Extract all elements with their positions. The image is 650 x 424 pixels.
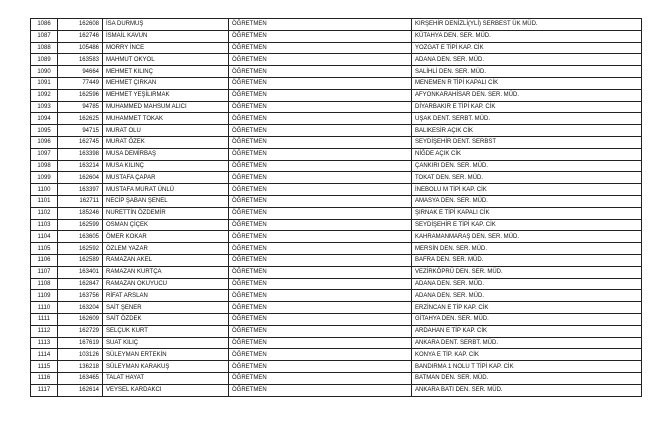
staff-title: ÖĞRETMEN <box>229 290 412 302</box>
staff-id: 167619 <box>58 337 103 349</box>
table-row <box>31 30 642 42</box>
staff-name: MUSTAFA MURAT ÜNLÜ <box>103 184 229 196</box>
row-number: 1094 <box>31 113 58 125</box>
table-row <box>31 195 642 207</box>
staff-title: ÖĞRETMEN <box>229 160 412 172</box>
table-row <box>31 325 642 337</box>
staff-id: 162746 <box>58 30 103 42</box>
assigned-institution: ERZİNCAN E TİP KAP. CİK <box>412 302 642 314</box>
table-row <box>31 302 642 314</box>
row-number: 1092 <box>31 89 58 101</box>
assigned-institution: SEYDİŞEHİR DENT. SERBST <box>412 136 642 148</box>
table-row <box>31 125 642 137</box>
staff-id: 163583 <box>58 54 103 66</box>
row-number: 1117 <box>31 384 58 396</box>
row-number: 1089 <box>31 54 58 66</box>
table-row <box>31 337 642 349</box>
row-number: 1086 <box>31 19 58 31</box>
row-number: 1113 <box>31 337 58 349</box>
staff-id: 94664 <box>58 66 103 78</box>
assigned-institution: İNEBOLU M TİPİ KAP. CİK <box>412 184 642 196</box>
staff-name: SELÇUK KURT <box>103 325 229 337</box>
table-row <box>31 278 642 290</box>
assigned-institution: MERSİN DEN. SER. MÜD. <box>412 243 642 255</box>
staff-id: 94715 <box>58 125 103 137</box>
personnel-table <box>30 18 642 397</box>
staff-title: ÖĞRETMEN <box>229 372 412 384</box>
row-number: 1106 <box>31 254 58 266</box>
row-number: 1102 <box>31 207 58 219</box>
staff-title: ÖĞRETMEN <box>229 101 412 113</box>
row-number: 1095 <box>31 125 58 137</box>
staff-name: MEHMET ÇIRKAN <box>103 77 229 89</box>
table-row <box>31 361 642 373</box>
staff-title: ÖĞRETMEN <box>229 325 412 337</box>
staff-name: MEHMET YEŞİLIRMAK <box>103 89 229 101</box>
staff-name: SÜLEYMAN KARAKUŞ <box>103 361 229 373</box>
staff-id: 162599 <box>58 219 103 231</box>
staff-name: MUHAMMED MAHSUM ALICI <box>103 101 229 113</box>
table-row <box>31 136 642 148</box>
staff-id: 94785 <box>58 101 103 113</box>
table-row <box>31 42 642 54</box>
row-number: 1111 <box>31 313 58 325</box>
assigned-institution: SALİHLİ DEN. SER. MÜD. <box>412 66 642 78</box>
staff-title: ÖĞRETMEN <box>229 243 412 255</box>
assigned-institution: AFYONKARAHİSAR DEN. SER. MÜD. <box>412 89 642 101</box>
staff-title: ÖĞRETMEN <box>229 313 412 325</box>
staff-title: ÖĞRETMEN <box>229 54 412 66</box>
table-row <box>31 77 642 89</box>
row-number: 1105 <box>31 243 58 255</box>
staff-name: SUAT KILIÇ <box>103 337 229 349</box>
staff-name: RİFAT ARSLAN <box>103 290 229 302</box>
row-number: 1108 <box>31 278 58 290</box>
table-row <box>31 184 642 196</box>
staff-title: ÖĞRETMEN <box>229 195 412 207</box>
staff-id: 162729 <box>58 325 103 337</box>
row-number: 1116 <box>31 372 58 384</box>
table-row <box>31 266 642 278</box>
table-row <box>31 101 642 113</box>
table-row <box>31 160 642 172</box>
document-page <box>30 18 638 424</box>
staff-id: 162592 <box>58 243 103 255</box>
assigned-institution: ANKARA BATI DEN. SER. MÜD. <box>412 384 642 396</box>
staff-id: 105486 <box>58 42 103 54</box>
table-row <box>31 372 642 384</box>
staff-id: 163756 <box>58 290 103 302</box>
table-body <box>31 19 642 397</box>
assigned-institution: KAHRAMANMARAŞ DEN. SER. MÜD. <box>412 231 642 243</box>
staff-name: İSA DURMUŞ <box>103 19 229 31</box>
assigned-institution: YOZGAT E TİPİ KAP. CİK <box>412 42 642 54</box>
staff-title: ÖĞRETMEN <box>229 266 412 278</box>
table-row <box>31 172 642 184</box>
staff-title: ÖĞRETMEN <box>229 207 412 219</box>
staff-name: MUHAMMET TOKAK <box>103 113 229 125</box>
staff-id: 163605 <box>58 231 103 243</box>
staff-id: 162614 <box>58 384 103 396</box>
staff-id: 162608 <box>58 19 103 31</box>
staff-title: ÖĞRETMEN <box>229 113 412 125</box>
staff-name: İSMAİL KAVUN <box>103 30 229 42</box>
staff-name: TALAT HAYAT <box>103 372 229 384</box>
staff-name: SAİT ŞENER <box>103 302 229 314</box>
staff-name: VEYSEL KARDAKCI <box>103 384 229 396</box>
assigned-institution: AMASYA DEN. SER. MÜD. <box>412 195 642 207</box>
staff-id: 162609 <box>58 313 103 325</box>
assigned-institution: SEYDİŞEHİR E TİPİ KAP. CİK <box>412 219 642 231</box>
table-row <box>31 19 642 31</box>
table-row <box>31 54 642 66</box>
row-number: 1097 <box>31 148 58 160</box>
staff-name: MURAT ÖZEK <box>103 136 229 148</box>
staff-id: 162745 <box>58 136 103 148</box>
staff-title: ÖĞRETMEN <box>229 89 412 101</box>
assigned-institution: BAFRA DEN. SER. MÜD. <box>412 254 642 266</box>
staff-id: 163398 <box>58 148 103 160</box>
table-row <box>31 254 642 266</box>
assigned-institution: ADANA DEN. SER. MÜD. <box>412 54 642 66</box>
staff-title: ÖĞRETMEN <box>229 302 412 314</box>
row-number: 1115 <box>31 361 58 373</box>
row-number: 1098 <box>31 160 58 172</box>
staff-name: RAMAZAN AKEL <box>103 254 229 266</box>
table-row <box>31 148 642 160</box>
staff-title: ÖĞRETMEN <box>229 172 412 184</box>
staff-name: ÖZLEM YAZAR <box>103 243 229 255</box>
staff-title: ÖĞRETMEN <box>229 361 412 373</box>
staff-id: 163204 <box>58 302 103 314</box>
row-number: 1100 <box>31 184 58 196</box>
assigned-institution: BANDIRMA 1 NOLU T TİPİ KAP. CİK <box>412 361 642 373</box>
table-row <box>31 89 642 101</box>
staff-name: SÜLEYMAN ERTEKİN <box>103 349 229 361</box>
staff-name: MAHMUT OKYOL <box>103 54 229 66</box>
table-row <box>31 349 642 361</box>
row-number: 1114 <box>31 349 58 361</box>
assigned-institution: ARDAHAN E TİP KAP. CİK <box>412 325 642 337</box>
assigned-institution: KÜTAHYA DEN. SER. MÜD. <box>412 30 642 42</box>
assigned-institution: DİYARBAKIR E TİPİ KAP. CİK <box>412 101 642 113</box>
assigned-institution: ÇANKIRI DEN. SER. MÜD. <box>412 160 642 172</box>
assigned-institution: NİĞDE AÇIK CİK <box>412 148 642 160</box>
row-number: 1087 <box>31 30 58 42</box>
staff-title: ÖĞRETMEN <box>229 184 412 196</box>
table-row <box>31 290 642 302</box>
staff-name: MORRY İNCE <box>103 42 229 54</box>
staff-name: MUSA DEMİRBAŞ <box>103 148 229 160</box>
staff-name: RAMAZAN KURTÇA <box>103 266 229 278</box>
staff-title: ÖĞRETMEN <box>229 42 412 54</box>
table-row <box>31 231 642 243</box>
staff-id: 103126 <box>58 349 103 361</box>
staff-title: ÖĞRETMEN <box>229 125 412 137</box>
staff-id: 162604 <box>58 172 103 184</box>
assigned-institution: VEZİRKÖPRÜ DEN. SER. MÜD. <box>412 266 642 278</box>
table-row <box>31 113 642 125</box>
table-row <box>31 66 642 78</box>
assigned-institution: TOKAT DEN. SER. MÜD. <box>412 172 642 184</box>
row-number: 1099 <box>31 172 58 184</box>
staff-title: ÖĞRETMEN <box>229 19 412 31</box>
staff-name: SAİT ÖZDEK <box>103 313 229 325</box>
staff-id: 162596 <box>58 89 103 101</box>
staff-title: ÖĞRETMEN <box>229 77 412 89</box>
staff-name: OSMAN ÇİÇEK <box>103 219 229 231</box>
row-number: 1110 <box>31 302 58 314</box>
staff-name: MUSA KILINÇ <box>103 160 229 172</box>
assigned-institution: ŞIRNAK E TİPİ KAPALI CİK <box>412 207 642 219</box>
staff-title: ÖĞRETMEN <box>229 231 412 243</box>
staff-title: ÖĞRETMEN <box>229 219 412 231</box>
row-number: 1107 <box>31 266 58 278</box>
row-number: 1104 <box>31 231 58 243</box>
staff-id: 136218 <box>58 361 103 373</box>
staff-title: ÖĞRETMEN <box>229 136 412 148</box>
staff-name: ÖMER KOKAR <box>103 231 229 243</box>
staff-id: 163397 <box>58 184 103 196</box>
staff-title: ÖĞRETMEN <box>229 337 412 349</box>
row-number: 1096 <box>31 136 58 148</box>
staff-title: ÖĞRETMEN <box>229 349 412 361</box>
staff-title: ÖĞRETMEN <box>229 278 412 290</box>
table-row <box>31 243 642 255</box>
assigned-institution: ANKARA DENT. SERBT. MÜD. <box>412 337 642 349</box>
assigned-institution: UŞAK DENT. SERBT. MÜD. <box>412 113 642 125</box>
staff-name: NECİP ŞABAN ŞENEL <box>103 195 229 207</box>
staff-title: ÖĞRETMEN <box>229 66 412 78</box>
staff-name: RAMAZAN OKUYUCU <box>103 278 229 290</box>
assigned-institution: BALIKESİR AÇIK CİK <box>412 125 642 137</box>
staff-title: ÖĞRETMEN <box>229 30 412 42</box>
staff-id: 163214 <box>58 160 103 172</box>
row-number: 1090 <box>31 66 58 78</box>
staff-title: ÖĞRETMEN <box>229 254 412 266</box>
assigned-institution: GİTAHYA DEN. SER. MÜD. <box>412 313 642 325</box>
assigned-institution: MENEMEN R TİPİ KAPALI CİK <box>412 77 642 89</box>
staff-id: 185246 <box>58 207 103 219</box>
assigned-institution: KIRŞEHİR DENİZLİ(YLİ) SERBEST ÜK MÜD. <box>412 19 642 31</box>
staff-name: NURETTİN ÖZDEMİR <box>103 207 229 219</box>
table-row <box>31 313 642 325</box>
row-number: 1112 <box>31 325 58 337</box>
row-number: 1088 <box>31 42 58 54</box>
staff-id: 163465 <box>58 372 103 384</box>
assigned-institution: BATMAN DEN. SER. MÜD. <box>412 372 642 384</box>
row-number: 1101 <box>31 195 58 207</box>
assigned-institution: ADANA DEN. SER. MÜD. <box>412 278 642 290</box>
row-number: 1109 <box>31 290 58 302</box>
staff-name: MUSTAFA ÇAPAR <box>103 172 229 184</box>
staff-name: MURAT OLU <box>103 125 229 137</box>
row-number: 1103 <box>31 219 58 231</box>
staff-title: ÖĞRETMEN <box>229 148 412 160</box>
row-number: 1091 <box>31 77 58 89</box>
staff-title: ÖĞRETMEN <box>229 384 412 396</box>
row-number: 1093 <box>31 101 58 113</box>
assigned-institution: ADANA DEN. SER. MÜD. <box>412 290 642 302</box>
staff-id: 162589 <box>58 254 103 266</box>
staff-name: MEHMET KILINÇ <box>103 66 229 78</box>
assigned-institution: KONYA E TİP. KAP. CİK <box>412 349 642 361</box>
staff-id: 162847 <box>58 278 103 290</box>
staff-id: 163401 <box>58 266 103 278</box>
staff-id: 162711 <box>58 195 103 207</box>
staff-id: 77449 <box>58 77 103 89</box>
table-row <box>31 219 642 231</box>
table-row <box>31 384 642 396</box>
table-row <box>31 207 642 219</box>
staff-id: 162625 <box>58 113 103 125</box>
